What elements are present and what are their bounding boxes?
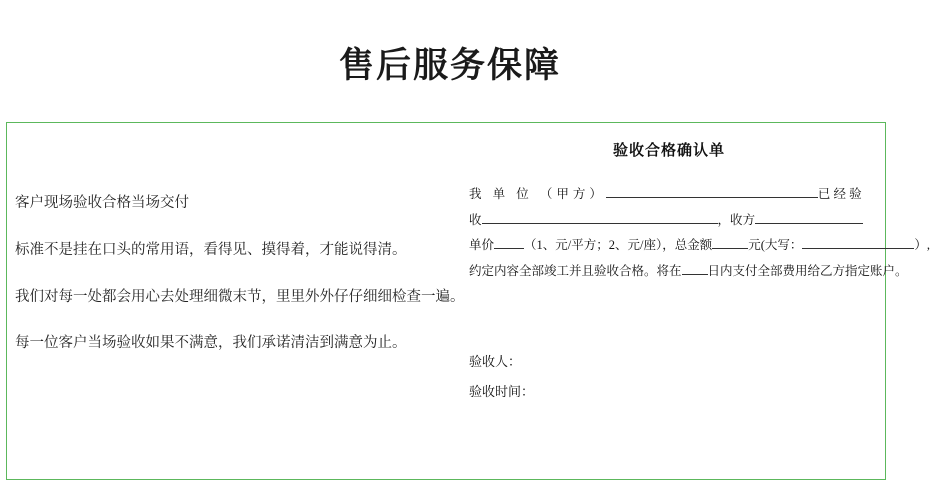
list-item: 我们对每一处都会用心去处理细微末节，里里外外仔仔细细检查一遍。 xyxy=(15,288,465,305)
list-item: 标准不是挂在口头的常用语，看得见、摸得着，才能说得清。 xyxy=(15,241,407,258)
form-row-payment xyxy=(469,259,908,285)
blank-receiver[interactable] xyxy=(755,210,863,224)
form-label-close-paren: ）, xyxy=(914,238,930,253)
form-label-signer: 验收人： xyxy=(469,353,522,369)
page-title: 售后服务保障 xyxy=(338,46,561,85)
form-label-date: 验收时间： xyxy=(469,384,535,400)
blank-unitprice[interactable] xyxy=(494,235,524,249)
form-label-unitprice-note: （1、元/平方；2、元/座），总金额 xyxy=(524,238,713,253)
blank-days[interactable] xyxy=(682,261,708,275)
form-row-unit xyxy=(469,182,869,208)
list-item: 客户现场验收合格当场交付 xyxy=(15,195,189,211)
form-signature-block xyxy=(469,347,869,408)
form-row-price xyxy=(469,233,930,259)
service-description-list xyxy=(15,193,465,355)
blank-total-amount[interactable] xyxy=(712,235,748,249)
form-label-payment: 日内支付全部费用给乙方指定账户。 xyxy=(707,263,908,278)
content-panel xyxy=(6,122,930,480)
acceptance-form xyxy=(469,139,930,408)
blank-receive[interactable] xyxy=(482,210,718,224)
form-label-unit: 我 单 位 （甲方） xyxy=(469,187,606,201)
list-item: 每一位客户当场验收如果不满意，我们承诺清洁到满意为止。 xyxy=(15,335,407,352)
form-row-receive xyxy=(469,208,869,234)
form-label-receiver: ，收方 xyxy=(717,212,756,227)
form-label-agreement: 约定内容全部竣工并且验收合格。将在 xyxy=(469,263,682,278)
form-title: 验收合格确认单 xyxy=(612,143,725,159)
form-label-unitprice: 单价 xyxy=(469,238,495,253)
blank-amount-words[interactable] xyxy=(802,235,914,249)
form-label-receive: 收 xyxy=(469,212,482,227)
form-label-already: 已 经 验 xyxy=(817,187,862,201)
form-label-capital: 元(大写： xyxy=(748,238,803,253)
blank-unit-name[interactable] xyxy=(606,184,818,198)
